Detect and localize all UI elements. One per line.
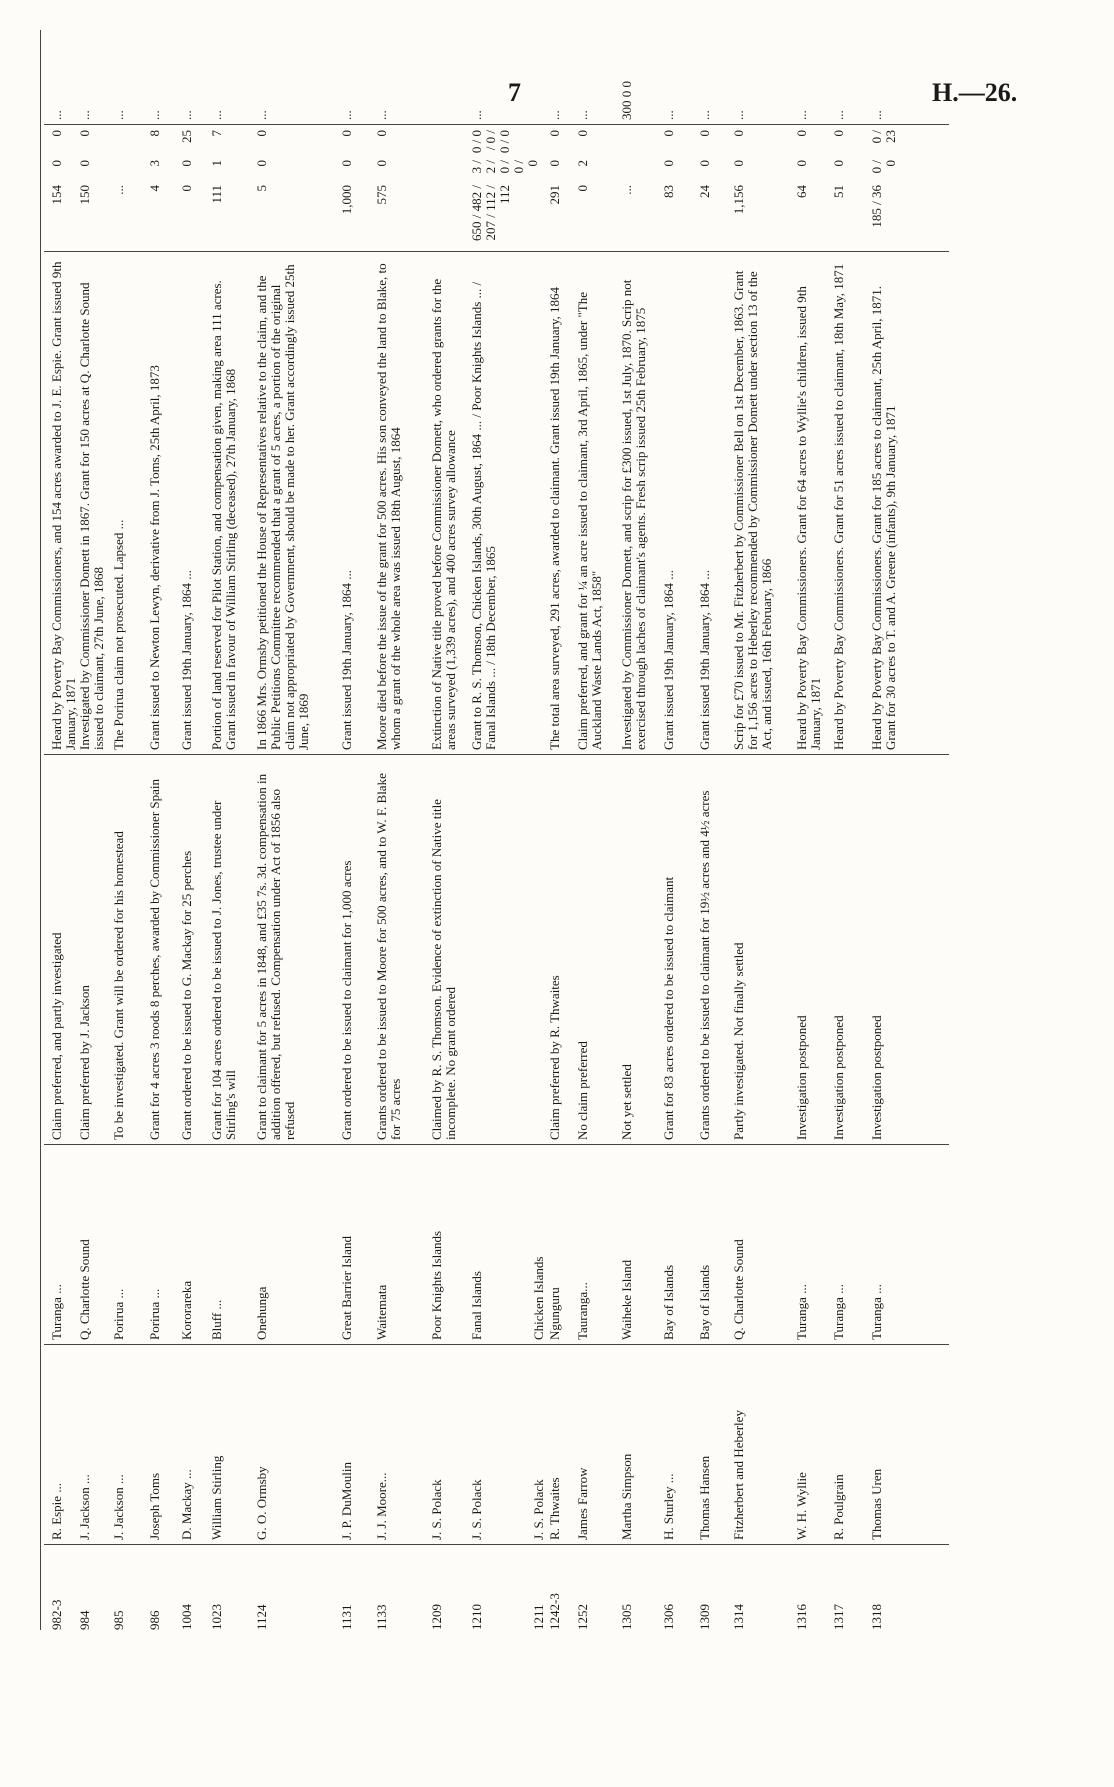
cell-r: 0 / 0 bbox=[869, 160, 898, 174]
cell-acres: 24 bbox=[697, 185, 712, 198]
cell-locality: Turanga ... bbox=[869, 1284, 884, 1340]
cell-acres: ... bbox=[619, 185, 634, 195]
cell-p: 0 bbox=[49, 130, 64, 137]
cell-amount: ... bbox=[209, 110, 224, 120]
cell-acres: 291 bbox=[547, 185, 562, 205]
cell-locality: Bluff ... bbox=[209, 1299, 224, 1340]
cell-status: Grant ordered to be issued to claimant for 1,000 acres bbox=[339, 860, 354, 1140]
cell-amount: ... bbox=[547, 110, 562, 120]
cell-amount: ... bbox=[374, 110, 389, 120]
cell-no: 1317 bbox=[831, 1604, 846, 1630]
cell-claimant: R. Thwaites bbox=[547, 1477, 562, 1540]
cell-remarks: Heard by Poverty Bay Commissioners. Grant for 185 acres to claimant, 25th April, 1871. Grant for 30 acres to T. and A. Greene (infants), 9th January, 1871 bbox=[869, 286, 898, 750]
cell-p: 0 bbox=[661, 130, 676, 137]
cell-remarks: In 1866 Mrs. Ormsby petitioned the House of Representatives relative to the claim, and the Public Petitions Committee recommended that a grant of 5 acres, a portion of the original claim not appropriated by Government, should be made to her. Grant accordingly issued 25th June, 1869 bbox=[254, 264, 311, 750]
cell-status: Grant for 104 acres ordered to be issued to J. Jones, trustee under Stirling's will bbox=[209, 800, 238, 1140]
cell-amount: ... bbox=[731, 110, 746, 120]
cell-locality: Ngunguru bbox=[547, 1287, 562, 1340]
cell-no: 1023 bbox=[209, 1604, 224, 1630]
cell-status: Investigation postponed bbox=[831, 1015, 846, 1140]
cell-claimant: J. S. Polack bbox=[429, 1479, 444, 1540]
cell-amount: 300 0 0 bbox=[619, 81, 634, 120]
cell-p: 0 bbox=[794, 130, 809, 137]
cell-acres: ... bbox=[111, 185, 126, 195]
cell-r: 1 bbox=[209, 160, 224, 167]
cell-amount: ... bbox=[469, 110, 484, 120]
cell-remarks: Grant issued 19th January, 1864 ... bbox=[661, 569, 676, 750]
cell-remarks: Heard by Poverty Bay Commissioners, and 154 acres awarded to J. E. Espie. Grant issued 9th January, 1871 bbox=[49, 261, 78, 750]
cell-locality: Chicken Islands bbox=[531, 1256, 546, 1340]
cell-amount: ... bbox=[77, 110, 92, 120]
cell-claimant: Thomas Uren bbox=[869, 1468, 884, 1540]
cell-claimant: Joseph Toms bbox=[147, 1472, 162, 1540]
cell-locality: Great Barrier Island bbox=[339, 1236, 354, 1340]
cell-r: 0 bbox=[77, 160, 92, 167]
cell-remarks: Grant issued 19th January, 1864 ... bbox=[697, 569, 712, 750]
cell-r: 3 bbox=[147, 160, 162, 167]
cell-p: 8 bbox=[147, 130, 162, 137]
cell-no: 1252 bbox=[575, 1604, 590, 1630]
cell-claimant: J. J. Moore... bbox=[374, 1472, 389, 1540]
cell-status: Partly investigated. Not finally settled bbox=[731, 942, 746, 1140]
cell-r: 0 bbox=[254, 160, 269, 167]
cell-no: 1242-3 bbox=[547, 1593, 562, 1630]
cell-amount: ... bbox=[575, 110, 590, 120]
cell-acres: 185 / 36 bbox=[869, 185, 884, 228]
cell-acres: 5 bbox=[254, 185, 269, 192]
cell-acres: 83 bbox=[661, 185, 676, 198]
cell-p: 0 bbox=[339, 130, 354, 137]
cell-p: 0 / 23 bbox=[869, 130, 898, 144]
column-rule bbox=[44, 1344, 949, 1345]
cell-status: Grant for 83 acres ordered to be issued to claimant bbox=[661, 876, 676, 1140]
cell-r: 0 bbox=[179, 160, 194, 167]
cell-amount: ... bbox=[49, 110, 64, 120]
cell-remarks: The Porirua claim not prosecuted. Lapsed ... bbox=[111, 519, 126, 750]
cell-amount: ... bbox=[254, 110, 269, 120]
cell-acres: 1,000 bbox=[339, 185, 354, 215]
cell-remarks: Grant issued 19th January, 1864 ... bbox=[339, 569, 354, 750]
cell-remarks: The total area surveyed, 291 acres, awarded to claimant. Grant issued 19th January, 1864 bbox=[547, 286, 562, 750]
cell-claimant: William Stirling bbox=[209, 1455, 224, 1540]
cell-locality: Turanga ... bbox=[49, 1284, 64, 1340]
cell-acres: 1,156 bbox=[731, 185, 746, 215]
claims-table bbox=[50, 30, 950, 1630]
cell-status: Grants ordered to be issued to claimant for 19½ acres and 4½ acres bbox=[697, 790, 712, 1140]
cell-amount: ... bbox=[661, 110, 676, 120]
cell-no: 1209 bbox=[429, 1604, 444, 1630]
cell-claimant: J. S. Polack bbox=[531, 1479, 546, 1540]
cell-claimant: J. Jackson ... bbox=[77, 1474, 92, 1540]
cell-p: 0 bbox=[547, 130, 562, 137]
cell-r: 2 bbox=[575, 160, 590, 167]
cell-acres: 575 bbox=[374, 185, 389, 205]
cell-acres: 64 bbox=[794, 185, 809, 198]
cell-remarks: Heard by Poverty Bay Commissioners. Grant for 51 acres issued to claimant, 18th May, 1871 bbox=[831, 263, 846, 750]
cell-locality: Q. Charlotte Sound bbox=[77, 1239, 92, 1340]
cell-p: 0 bbox=[254, 130, 269, 137]
cell-status: To be investigated. Grant will be ordered for his homestead bbox=[111, 831, 126, 1140]
cell-acres: 4 bbox=[147, 185, 162, 192]
cell-amount: ... bbox=[179, 110, 194, 120]
cell-no: 1314 bbox=[731, 1604, 746, 1630]
cell-r: 0 bbox=[731, 160, 746, 167]
cell-r: 3 / 2 / 0 / 0 / 0 bbox=[469, 160, 540, 174]
cell-r: 0 bbox=[697, 160, 712, 167]
cell-p: 0 bbox=[731, 130, 746, 137]
cell-remarks: Claim preferred, and grant for ¼ an acre issued to claimant, 3rd April, 1865, under "The Auckland Waste Lands Act, 1858" bbox=[575, 292, 604, 750]
cell-locality: Porirua ... bbox=[147, 1288, 162, 1340]
cell-r: 0 bbox=[831, 160, 846, 167]
document-reference: H.—26. bbox=[932, 78, 1018, 107]
cell-p: 0 bbox=[77, 130, 92, 137]
cell-amount: ... bbox=[147, 110, 162, 120]
cell-no: 1306 bbox=[661, 1604, 676, 1630]
cell-no: 985 bbox=[111, 1610, 126, 1630]
cell-claimant: W. H. Wyllie bbox=[794, 1472, 809, 1540]
cell-remarks: Grant to R. S. Thomson, Chicken Islands, 30th August, 1864 ... / Poor Knights Islands ... / Fanal Islands ... / 18th December, 1865 bbox=[469, 281, 498, 750]
cell-p: 0 / 0 / 0 / 0 / 0 bbox=[469, 130, 512, 154]
cell-acres: 650 / 482 / 207 / 112 / 112 bbox=[469, 185, 512, 241]
cell-claimant: J. P. DuMoulin bbox=[339, 1461, 354, 1540]
cell-status: Claim preferred by J. Jackson bbox=[77, 985, 92, 1140]
cell-r: 0 bbox=[49, 160, 64, 167]
cell-remarks: Moore died before the issue of the grant for 500 acres. His son conveyed the land to Blake, to whom a grant of the whole area was issued 18th August, 1864 bbox=[374, 263, 403, 750]
cell-r: 0 bbox=[374, 160, 389, 167]
cell-claimant: H. Sturley ... bbox=[661, 1473, 676, 1540]
cell-claimant: Martha Simpson bbox=[619, 1453, 634, 1540]
cell-acres: 0 bbox=[575, 185, 590, 192]
cell-locality: Waitemata bbox=[374, 1284, 389, 1340]
cell-no: 1004 bbox=[179, 1604, 194, 1630]
cell-no: 982-3 bbox=[49, 1599, 64, 1630]
cell-p: 7 bbox=[209, 130, 224, 137]
cell-locality: Tauranga... bbox=[575, 1282, 590, 1340]
cell-r: 0 bbox=[661, 160, 676, 167]
cell-claimant: Fitzherbert and Heberley bbox=[731, 1410, 746, 1540]
cell-amount: ... bbox=[794, 110, 809, 120]
cell-no: 1211 bbox=[531, 1604, 546, 1630]
cell-remarks: Investigated by Commissioner Domett, and scrip for £300 issued, 1st July, 1870. Scrip not exercised through laches of claimant's agents. Fresh scrip issued 25th February, 1875 bbox=[619, 279, 648, 750]
cell-no: 1318 bbox=[869, 1604, 884, 1630]
cell-p: 0 bbox=[831, 130, 846, 137]
cell-remarks: Heard by Poverty Bay Commissioners. Grant for 64 acres to Wyllie's children, issued 9th January, 1871 bbox=[794, 286, 823, 750]
column-rule bbox=[44, 1544, 949, 1545]
cell-remarks: Scrip for £70 issued to Mr. Fitzherbert by Commissioner Bell on 1st December, 1863. Grant for 1,156 acres to Heberley recommended by Commissioner Domett under section 13 of the Act, and issued, 16th February, 1866 bbox=[731, 270, 774, 750]
cell-p: 0 bbox=[575, 130, 590, 137]
cell-acres: 51 bbox=[831, 185, 846, 198]
cell-acres: 111 bbox=[209, 185, 224, 204]
cell-no: 1309 bbox=[697, 1604, 712, 1630]
cell-claimant: James Farrow bbox=[575, 1467, 590, 1540]
cell-remarks: Grant issued to Newton Lewyn, derivative from J. Toms, 25th April, 1873 bbox=[147, 365, 162, 750]
cell-status: Not yet settled bbox=[619, 1064, 634, 1140]
cell-no: 986 bbox=[147, 1610, 162, 1630]
cell-locality: Poor Knights Islands bbox=[429, 1230, 444, 1340]
cell-acres: 154 bbox=[49, 185, 64, 205]
cell-no: 1133 bbox=[374, 1604, 389, 1630]
cell-status: Claim preferred by R. Thwaites bbox=[547, 975, 562, 1140]
cell-no: 1316 bbox=[794, 1604, 809, 1630]
cell-locality: Bay of Islands bbox=[661, 1264, 676, 1340]
cell-remarks: Investigated by Commissioner Domett in 1867. Grant for 150 acres at Q. Charlotte Sound issued to claimant, 27th June, 1868 bbox=[77, 282, 106, 750]
cell-p: 0 bbox=[697, 130, 712, 137]
cell-status: Claim preferred, and partly investigated bbox=[49, 932, 64, 1140]
cell-locality: Bay of Islands bbox=[697, 1264, 712, 1340]
cell-locality: Turanga ... bbox=[794, 1284, 809, 1340]
cell-locality: Waiheke Island bbox=[619, 1259, 634, 1340]
cell-no: 1305 bbox=[619, 1604, 634, 1630]
cell-no: 1124 bbox=[254, 1604, 269, 1630]
cell-status: Investigation postponed bbox=[794, 1015, 809, 1140]
cell-amount: ... bbox=[111, 110, 126, 120]
cell-claimant: J. S. Polack bbox=[469, 1479, 484, 1540]
cell-no: 1210 bbox=[469, 1604, 484, 1630]
cell-p: 0 bbox=[374, 130, 389, 137]
column-rule bbox=[44, 754, 949, 755]
cell-claimant: J. Jackson ... bbox=[111, 1474, 126, 1540]
cell-r: 0 bbox=[794, 160, 809, 167]
page-number: 7 bbox=[508, 78, 521, 107]
column-rule bbox=[44, 251, 949, 252]
cell-r: 0 bbox=[547, 160, 562, 167]
cell-amount: ... bbox=[697, 110, 712, 120]
cell-remarks: Extinction of Native title proved before Commissioner Domett, who ordered grants for the areas surveyed (1,339 acres), and 400 acres survey allowance bbox=[429, 278, 458, 750]
cell-claimant: G. O. Ormsby bbox=[254, 1466, 269, 1540]
column-rule bbox=[44, 1144, 949, 1145]
cell-remarks: Portion of land reserved for Pilot Station, and compensation given, making area 111 acres. Grant issued in favour of William Stirling (deceased), 27th January, 1868 bbox=[209, 280, 238, 750]
cell-acres: 150 bbox=[77, 185, 92, 205]
cell-status: No claim preferred bbox=[575, 1041, 590, 1140]
cell-status: Investigation postponed bbox=[869, 1015, 884, 1140]
cell-amount: ... bbox=[339, 110, 354, 120]
cell-status: Claimed by R. S. Thomson. Evidence of extinction of Native title incomplete. No grant ordered bbox=[429, 799, 458, 1140]
cell-acres: 0 bbox=[179, 185, 194, 192]
cell-locality: Q. Charlotte Sound bbox=[731, 1239, 746, 1340]
cell-no: 1131 bbox=[339, 1604, 354, 1630]
cell-amount: ... bbox=[831, 110, 846, 120]
cell-amount: ... bbox=[869, 110, 884, 120]
cell-claimant: R. Espie ... bbox=[49, 1482, 64, 1540]
cell-no: 984 bbox=[77, 1610, 92, 1630]
cell-status: Grant to claimant for 5 acres in 1848, and £35 7s. 3d. compensation in addition offered, but refused. Compensation under Act of 1856 also refused bbox=[254, 773, 297, 1140]
cell-locality: Kororareka bbox=[179, 1280, 194, 1340]
cell-claimant: R. Poulgrain bbox=[831, 1474, 846, 1540]
cell-claimant: Thomas Hansen bbox=[697, 1455, 712, 1540]
cell-status: Grant ordered to be issued to G. Mackay for 25 perches bbox=[179, 850, 194, 1140]
cell-remarks: Grant issued 19th January, 1864 ... bbox=[179, 569, 194, 750]
cell-locality: Fanal Islands bbox=[469, 1271, 484, 1340]
cell-claimant: D. Mackay ... bbox=[179, 1469, 194, 1540]
cell-locality: Turanga ... bbox=[831, 1284, 846, 1340]
cell-status: Grant for 4 acres 3 roods 8 perches, awarded by Commissioner Spain bbox=[147, 778, 162, 1140]
cell-locality: Onehunga bbox=[254, 1286, 269, 1340]
table-top-rule bbox=[40, 30, 41, 1630]
cell-p: 25 bbox=[179, 130, 194, 143]
cell-status: Grants ordered to be issued to Moore for 500 acres, and to W. F. Blake for 75 acres bbox=[374, 773, 403, 1140]
cell-locality: Porirua ... bbox=[111, 1288, 126, 1340]
column-rule bbox=[44, 124, 949, 125]
cell-r: 0 bbox=[339, 160, 354, 167]
